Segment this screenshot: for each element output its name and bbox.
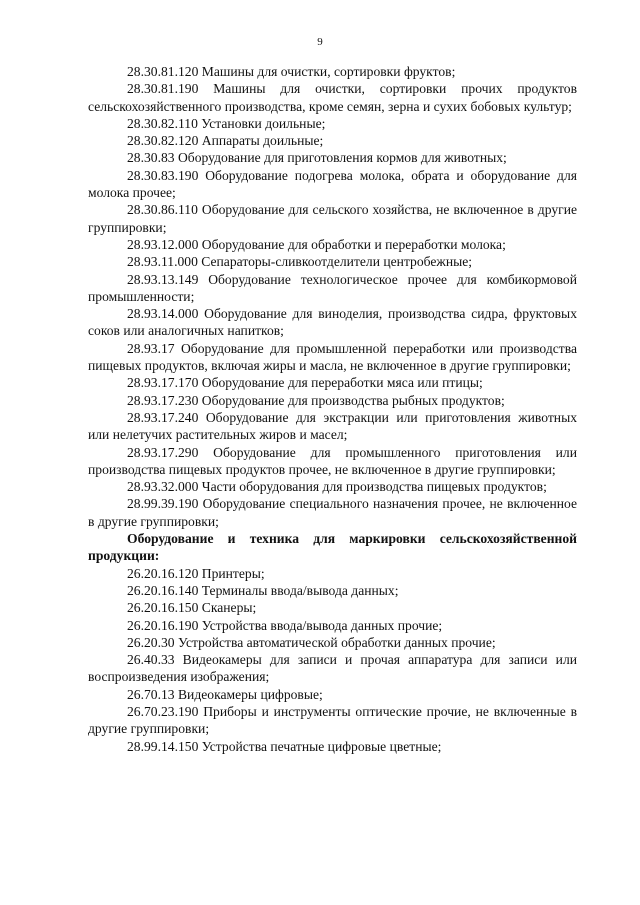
list-item: 28.30.81.190 Машины для очистки, сортировки прочих продуктов сельскохозяйственного производства, кроме семян, зерна и сухих бобовых культур; [88,81,577,114]
list-item: 28.93.14.000 Оборудование для виноделия, производства сидра, фруктовых соков или аналогичных напитков; [88,306,577,339]
list-item: 26.20.16.120 Принтеры; [127,565,265,581]
list-item: 28.93.17.170 Оборудование для переработки мяса или птицы; [127,375,483,391]
list-item: 28.93.11.000 Сепараторы-сливкоотделители центробежные; [127,254,473,270]
list-item: 26.20.16.190 Устройства ввода/вывода данных прочие; [127,617,443,633]
list-item: 26.70.13 Видеокамеры цифровые; [127,686,323,702]
list-item: 26.20.16.140 Терминалы ввода/вывода данных; [127,582,399,598]
list-item: 28.93.13.149 Оборудование технологическое прочее для комбикормовой промышленности; [88,271,577,304]
list-item: 26.70.23.190 Приборы и инструменты оптические прочие, не включенные в другие группировки; [88,703,577,737]
page-number: 9 [317,36,323,48]
list-item: 28.30.82.120 Аппараты доильные; [127,133,324,149]
list-item: 28.93.32.000 Части оборудования для производства пищевых продуктов; [127,479,547,495]
section-heading: Оборудование и техника для маркировки сельскохозяйственной продукции: [88,531,577,564]
list-item: 28.30.83.190 Оборудование подогрева молока, обрата и оборудование для молока прочее; [88,167,577,201]
list-item: 28.30.86.110 Оборудование для сельского хозяйства, не включенное в другие группировки; [88,202,577,235]
list-item: 28.99.14.150 Устройства печатные цифровые цветные; [127,738,442,754]
list-item: 28.93.17 Оборудование для промышленной переработки или производства пищевых продуктов, включая жиры и масла, не включенное в другие группировки; [88,340,577,374]
document-body [88,63,577,755]
list-item: 28.30.81.120 Машины для очистки, сортировки фруктов; [127,64,456,79]
list-item: 28.99.39.190 Оборудование специального назначения прочее, не включенное в другие группировки; [88,496,577,529]
list-item: 26.40.33 Видеокамеры для записи и прочая аппаратура для записи или воспроизведения изображения; [88,652,577,685]
list-item: 28.93.12.000 Оборудование для обработки и переработки молока; [127,236,506,252]
list-item: 28.30.83 Оборудование для приготовления кормов для животных; [127,150,507,166]
list-item: 28.30.82.110 Установки доильные; [127,115,326,131]
list-item: 26.20.16.150 Сканеры; [127,600,257,616]
list-item: 28.93.17.290 Оборудование для промышленного приготовления или производства пищевых продуктов прочее, не включенное в другие группировки; [88,444,577,477]
list-item: 26.20.30 Устройства автоматической обработки данных прочие; [127,634,496,650]
list-item: 28.93.17.240 Оборудование для экстракции или приготовления животных или нелетучих растительных жиров и масел; [88,409,577,443]
list-item: 28.93.17.230 Оборудование для производства рыбных продуктов; [127,392,505,408]
